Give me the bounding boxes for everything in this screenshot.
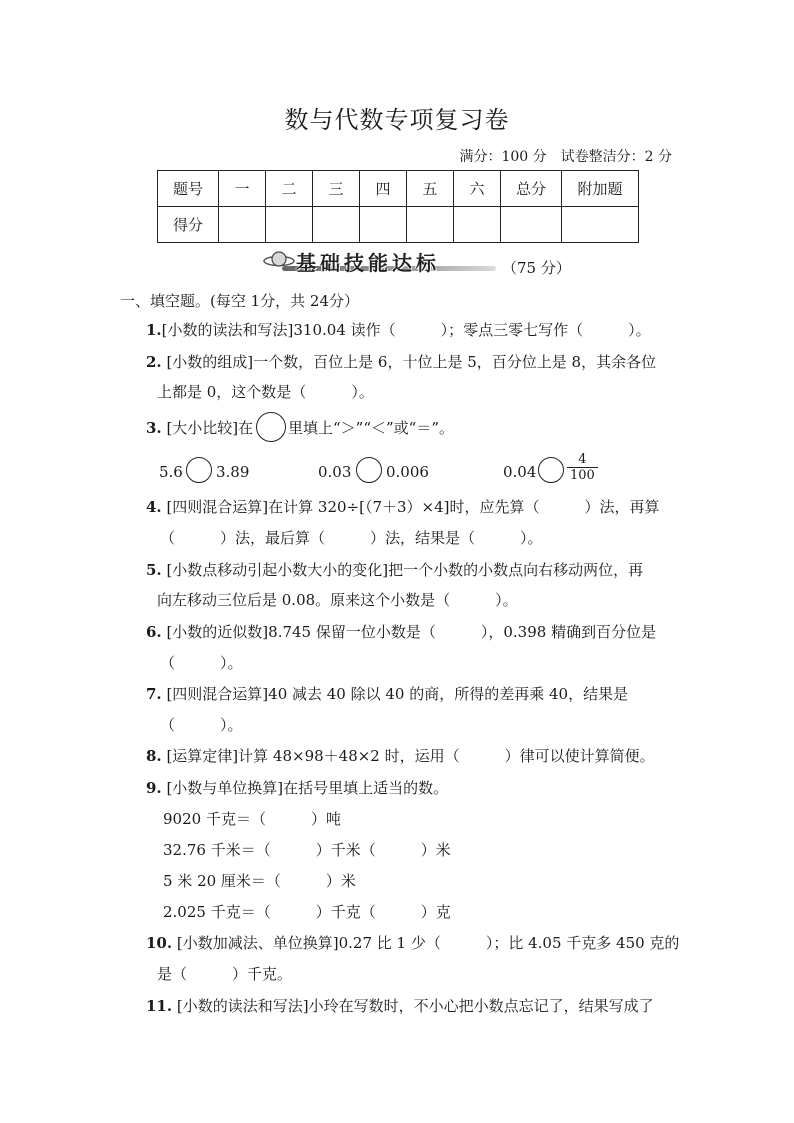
question-text: [小数与单位换算]在括号里填上适当的数。 xyxy=(161,779,449,797)
question-10 xyxy=(146,933,679,953)
fraction xyxy=(567,452,598,483)
conversion-line: 2.025 千克＝（ ）千克（ ）克 xyxy=(163,903,451,921)
question-10-line2: 是（ ）千克。 xyxy=(157,965,293,983)
score-table-header-cell: 六 xyxy=(454,171,501,207)
score-cell[interactable] xyxy=(407,207,454,243)
score-cell[interactable] xyxy=(360,207,407,243)
question-6-line2: （ ）。 xyxy=(160,654,243,672)
question-2 xyxy=(146,352,656,372)
compare-c-left: 0.04 xyxy=(503,463,537,481)
question-number: 3. xyxy=(146,419,162,437)
question-9 xyxy=(146,778,448,798)
question-text: [四则混合运算]在计算 320÷[（7＋3）×4]时，应先算（ ）法，再算 xyxy=(161,498,660,516)
question-8 xyxy=(146,746,655,766)
score-cell[interactable] xyxy=(219,207,266,243)
question-number: 8. xyxy=(146,747,162,765)
question-5-line2: 向左移动三位后是 0.08。原来这个小数是（ ）。 xyxy=(157,591,518,609)
question-text: [小数的读法和写法]310.04 读作（ ）；零点三零七写作（ ）。 xyxy=(161,321,651,339)
score-table-header-cell: 一 xyxy=(219,171,266,207)
compare-a-left: 5.6 xyxy=(159,463,183,481)
question-text: [小数加减法、单位换算]0.27 比 1 少（ ）；比 4.05 千克多 450 克的 xyxy=(172,934,680,952)
banner-points: （75 分） xyxy=(502,259,571,277)
question-number: 5. xyxy=(146,561,162,579)
fraction-denominator: 100 xyxy=(570,468,595,483)
score-table-header-cell: 附加题 xyxy=(562,171,639,207)
question-1 xyxy=(146,320,651,340)
section-heading: 一、填空题。(每空 1分，共 24分） xyxy=(120,292,360,310)
score-cell[interactable] xyxy=(501,207,562,243)
compare-blank-c[interactable] xyxy=(538,457,564,483)
question-number: 6. xyxy=(146,623,162,641)
compare-b-left: 0.03 xyxy=(318,463,352,481)
question-number: 11. xyxy=(146,997,173,1015)
score-info: 满分：100 分 试卷整洁分：2 分 xyxy=(459,149,672,165)
page-title: 数与代数专项复习卷 xyxy=(284,106,510,134)
score-table-header-cell: 四 xyxy=(360,171,407,207)
score-cell[interactable] xyxy=(454,207,501,243)
score-table-header-cell: 总分 xyxy=(501,171,562,207)
compare-blank-a[interactable] xyxy=(186,457,212,483)
banner-title: 基础技能达标 xyxy=(296,251,440,275)
question-text: [大小比较]在 xyxy=(161,419,254,437)
question-6 xyxy=(146,622,656,642)
conversion-line: 32.76 千米＝（ ）千米（ ）米 xyxy=(163,841,451,859)
score-table-header-cell: 三 xyxy=(313,171,360,207)
question-number: 10. xyxy=(146,934,173,952)
question-text: [小数的组成]一个数，百位上是 6，十位上是 5，百分位上是 8，其余各位 xyxy=(161,353,657,371)
question-7-line2: （ ）。 xyxy=(160,716,243,734)
question-4 xyxy=(146,497,660,517)
score-table-header-cell: 五 xyxy=(407,171,454,207)
compare-a-right: 3.89 xyxy=(216,463,250,481)
question-text: [小数点移动引起小数大小的变化]把一个小数的小数点向右移动两位，再 xyxy=(161,561,644,579)
question-7 xyxy=(146,684,628,704)
question-3-text-b: 里填上“＞”“＜”或“＝”。 xyxy=(288,419,455,437)
question-number: 7. xyxy=(146,685,162,703)
fraction-numerator: 4 xyxy=(567,452,598,468)
conversion-line: 5 米 20 厘米＝（ ）米 xyxy=(163,872,356,890)
question-text: [运算定律]计算 48×98＋48×2 时，运用（ ）律可以使计算简便。 xyxy=(161,747,655,765)
question-11 xyxy=(146,996,654,1016)
question-5 xyxy=(146,560,643,580)
compare-circle-icon xyxy=(256,412,286,442)
question-number: 1. xyxy=(146,321,162,339)
question-number: 2. xyxy=(146,353,162,371)
question-text: [小数的近似数]8.745 保留一位小数是（ ），0.398 精确到百分位是 xyxy=(161,623,657,641)
compare-blank-b[interactable] xyxy=(356,457,382,483)
score-table xyxy=(157,170,639,243)
score-table-score-row xyxy=(158,207,639,243)
question-2-line2: 上都是 0，这个数是（ ）。 xyxy=(157,383,374,401)
score-cell[interactable] xyxy=(313,207,360,243)
score-table-header-cell: 二 xyxy=(266,171,313,207)
score-row-label: 得分 xyxy=(158,207,219,243)
question-4-line2: （ ）法，最后算（ ）法，结果是（ ）。 xyxy=(160,529,543,547)
score-cell[interactable] xyxy=(562,207,639,243)
question-number: 9. xyxy=(146,779,162,797)
question-number: 4. xyxy=(146,498,162,516)
compare-b-right: 0.006 xyxy=(386,463,429,481)
conversion-line: 9020 千克＝（ ）吨 xyxy=(163,810,341,828)
score-cell[interactable] xyxy=(266,207,313,243)
question-text: [小数的读法和写法]小玲在写数时，不小心把小数点忘记了，结果写成了 xyxy=(172,997,654,1015)
question-text: [四则混合运算]40 减去 40 除以 40 的商，所得的差再乘 40，结果是 xyxy=(161,685,629,703)
score-table-header-row xyxy=(158,171,639,207)
question-3 xyxy=(146,418,253,438)
score-table-header-cell: 题号 xyxy=(158,171,219,207)
section-banner xyxy=(262,248,498,274)
